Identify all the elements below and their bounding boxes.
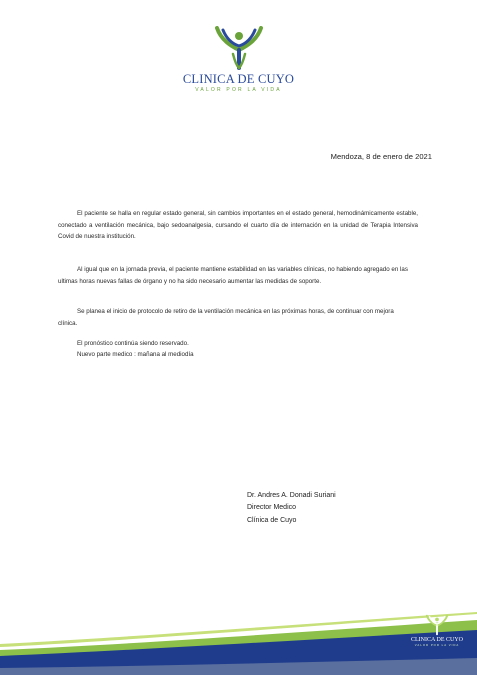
signature-institution: Clínica de Cuyo [247, 516, 297, 524]
clinic-logo-icon [211, 26, 267, 70]
brand-name: CLINICA DE CUYO [182, 72, 295, 86]
paragraph-general-status: El paciente se halla en regular estado general, sin cambios importantes en el estado general, hemodinámicamente estable, conectado a ventilación mecánica, bajo sedoanalgesia, cursando el cuarto día de internación en la unidad de Terapia Intensiva Covid de nuestra institución. [58, 210, 418, 241]
brand-tagline: VALOR POR LA VIDA [195, 87, 282, 93]
footer-brand-tagline: VALOR POR LA VIDA [414, 643, 460, 647]
footer-brand-name: CLINICA DE CUYO [411, 637, 463, 643]
paragraph-ventilation-plan: Se planea el inicio de protocolo de retiro de la ventilación mecánica en las próximas horas, de continuar con mejora clínica. [58, 308, 394, 327]
clinic-logo-icon-footer [424, 614, 450, 636]
paragraph-next-report: Nuevo parte medico : mañana al mediodía [77, 351, 194, 358]
signature-name: Dr. Andres A. Donadi Suriani [247, 492, 336, 499]
paragraph-prognosis: El pronóstico continúa siendo reservado. [77, 340, 189, 347]
header-logo [0, 26, 477, 93]
letter-date: Mendoza, 8 de enero de 2021 [330, 152, 432, 161]
footer-logo [402, 614, 472, 647]
signature-title: Director Medico [247, 504, 297, 512]
paragraph-stability: Al igual que en la jornada previa, el paciente mantiene estabilidad en las variables clínicas, no habiendo agregado en las ultimas horas nuevas fallas de órgano y no ha sido necesario aumentar las medidas de soporte. [58, 266, 408, 285]
signature-block [247, 490, 336, 527]
